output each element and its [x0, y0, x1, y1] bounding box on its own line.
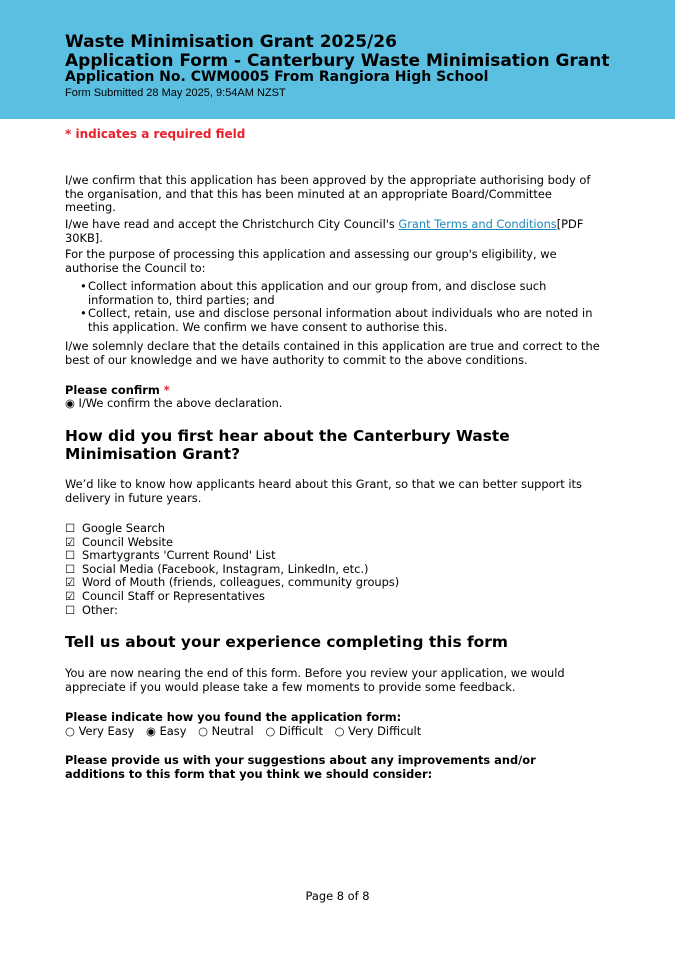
hear-options-list — [65, 522, 399, 617]
declaration-paragraph-4: I/we solemnly declare that the details contained in this application are true and correct to the best of our knowledge and we have authority to commit to the above conditions. — [65, 339, 600, 367]
radio-difficult[interactable]: ○ Difficult — [265, 724, 323, 738]
radio-icon: ◉ — [146, 724, 156, 738]
bullet-icon: • — [80, 306, 87, 320]
declaration-paragraph-3: For the purpose of processing this application and assessing our group's eligibility, we authorise the Council to: — [65, 247, 557, 275]
hear-section-intro: We’d like to know how applicants heard about this Grant, so that we can better support its delivery in future years. — [65, 477, 582, 505]
page-number: Page 8 of 8 — [305, 889, 370, 903]
checkbox-google-search[interactable]: ☐ Google Search — [65, 521, 165, 535]
authorisation-list — [80, 280, 605, 334]
checkbox-word-of-mouth[interactable]: ☑ Word of Mouth (friends, colleagues, community groups) — [65, 575, 400, 590]
checkbox-smartygrants-list[interactable]: ☐ Smartygrants 'Current Round' List — [65, 548, 276, 563]
application-number: Application No. CWM0005 From Rangiora High School — [65, 69, 489, 85]
radio-easy[interactable]: ◉ Easy — [146, 724, 187, 738]
grant-terms-link[interactable]: Grant Terms and Conditions — [398, 217, 557, 231]
required-star: * — [163, 383, 170, 397]
checkbox-icon: ☑ — [65, 534, 76, 549]
radio-very-easy[interactable]: ○ Very Easy — [65, 724, 135, 738]
terms-prefix: I/we have read and accept the Christchurch City Council's — [65, 217, 399, 231]
bullet-icon: • — [80, 279, 87, 293]
declaration-paragraph-1: I/we confirm that this application has been approved by the appropriate authorising body of the organisation, and that this has been minuted at an appropriate Board/Committee meeting. — [65, 173, 591, 214]
radio-icon: ○ — [265, 724, 276, 738]
checkbox-icon: ☐ — [65, 521, 76, 535]
form-subtitle: Application Form - Canterbury Waste Minimisation Grant — [65, 51, 610, 71]
submitted-timestamp: Form Submitted 28 May 2025, 9:54AM NZST — [65, 87, 286, 99]
checkbox-icon: ☐ — [65, 561, 76, 576]
checkbox-icon: ☑ — [65, 575, 76, 590]
form-title: Waste Minimisation Grant 2025/26 — [65, 32, 397, 52]
rating-radio-group — [65, 724, 429, 738]
checkbox-icon: ☑ — [65, 588, 76, 603]
checkbox-other[interactable]: ☐ Other: — [65, 602, 118, 617]
rating-label: Please indicate how you found the application form: — [65, 710, 402, 724]
radio-icon: ○ — [334, 724, 345, 738]
suggestions-label: Please provide us with your suggestions about any improvements and/or additions to this form that you think we should consider: — [65, 753, 536, 781]
checkbox-council-staff[interactable]: ☑ Council Staff or Representatives — [65, 588, 265, 603]
list-item: • Collect, retain, use and disclose personal information about individuals who are noted in this application. We confirm we have consent to authorise this. — [80, 306, 593, 334]
checkbox-social-media[interactable]: ☐ Social Media (Facebook, Instagram, LinkedIn, etc.) — [65, 561, 369, 576]
checkbox-council-website[interactable]: ☑ Council Website — [65, 534, 173, 549]
list-item: • Collect information about this application and our group from, and disclose such information to, third parties; and — [80, 279, 547, 307]
radio-icon: ○ — [198, 724, 209, 738]
radio-very-difficult[interactable]: ○ Very Difficult — [334, 724, 422, 738]
declaration-paragraph-2 — [65, 218, 600, 245]
radio-icon: ○ — [65, 724, 75, 738]
experience-section-heading: Tell us about your experience completing this form — [65, 633, 508, 651]
confirm-radio[interactable]: ◉ I/We confirm the above declaration. — [65, 396, 283, 410]
confirm-label: Please confirm * — [65, 383, 170, 397]
terms-suffix: [PDF 30KB]. — [65, 217, 584, 245]
hear-section-heading: How did you first hear about the Canterbury Waste Minimisation Grant? — [65, 427, 510, 463]
header-banner — [0, 0, 675, 119]
radio-neutral[interactable]: ○ Neutral — [198, 724, 254, 738]
required-field-note: * indicates a required field — [65, 127, 246, 141]
checkbox-icon: ☐ — [65, 602, 76, 617]
experience-section-intro: You are now nearing the end of this form. Before you review your application, we would appreciate if you would please take a few moments to provide some feedback. — [65, 666, 565, 694]
checkbox-icon: ☐ — [65, 548, 76, 563]
